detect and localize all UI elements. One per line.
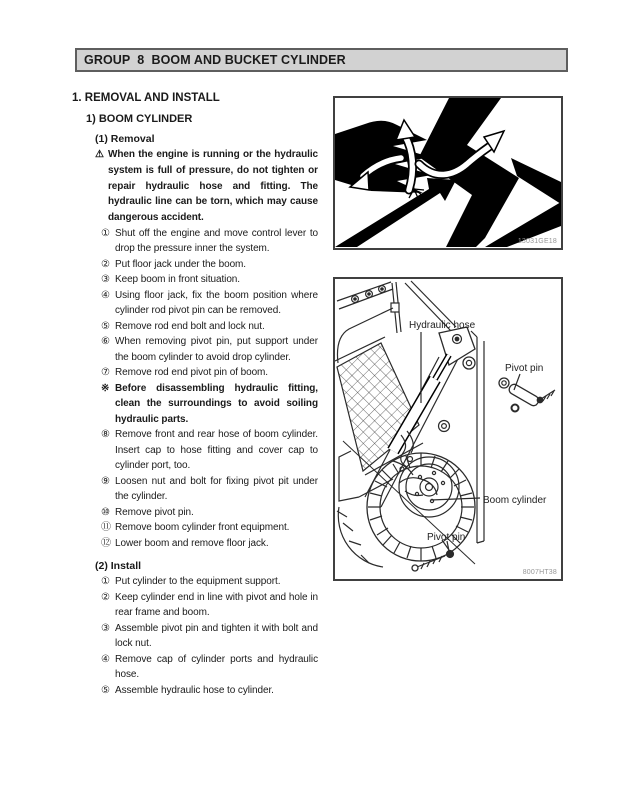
figure-code: 13031GE18	[517, 238, 557, 245]
step-item	[101, 226, 318, 257]
install-heading: (2) Install	[95, 560, 142, 573]
step-marker: ②	[101, 591, 110, 603]
step-text: Before disassembling hydraulic fitting, clean the surroundings to avoid soiling hydraulic parts.	[115, 382, 318, 425]
step-marker: ⑪	[101, 522, 111, 534]
step-text: Assemble hydraulic hose to cylinder.	[115, 684, 274, 696]
subsection-title: 1) BOOM CYLINDER	[86, 113, 193, 125]
step-text: Loosen nut and bolt for fixing pivot pit under the cylinder.	[115, 475, 318, 503]
warning-text: When the engine is running or the hydraulic system is full of pressure, do not tighten or repair hydraulic hose and fitting. The hydraulic line can be torn, which may cause dangerous accident.	[108, 149, 318, 224]
step-marker: ⑧	[101, 429, 110, 441]
step-marker: ※	[101, 382, 110, 394]
step-item	[101, 683, 318, 699]
step-text: Keep cylinder end in line with pivot and hole in rear frame and boom.	[115, 591, 318, 619]
instruction-column	[72, 92, 318, 698]
step-item	[101, 381, 318, 428]
step-item	[101, 272, 318, 288]
step-item	[101, 574, 318, 590]
step-text: Put floor jack under the boom.	[115, 258, 247, 270]
step-text: Remove front and rear hose of boom cylinder. Insert cap to hose fitting and cover cap to cylinder port, too.	[115, 429, 318, 472]
step-text: Remove cap of cylinder ports and hydraulic hose.	[115, 653, 318, 681]
group-title-bar	[75, 48, 568, 72]
step-item	[101, 536, 318, 552]
safety-warning	[72, 147, 318, 226]
step-marker: ⑦	[101, 367, 110, 379]
step-item	[101, 319, 318, 335]
install-steps	[72, 574, 318, 698]
label-hydraulic-hose: Hydraulic hose	[409, 320, 476, 331]
figure-loader-diagram	[333, 277, 563, 581]
step-marker: ③	[101, 622, 110, 634]
warning-pictogram-svg	[335, 98, 561, 248]
step-marker: ⑨	[101, 475, 110, 487]
warning-icon: ⚠	[95, 149, 104, 160]
step-marker: ⑫	[101, 537, 111, 549]
step-item	[101, 505, 318, 521]
removal-steps	[72, 226, 318, 552]
step-marker: ⑥	[101, 336, 110, 348]
step-text: Keep boom in front situation.	[115, 274, 240, 286]
loader-diagram-svg	[335, 279, 561, 579]
step-text: Using floor jack, fix the boom position where cylinder rod pivot pin can be removed.	[115, 289, 318, 317]
step-marker: ⑤	[101, 684, 110, 696]
step-item	[101, 520, 318, 536]
step-item	[101, 652, 318, 683]
step-item	[101, 257, 318, 273]
step-marker: ①	[101, 227, 110, 239]
step-text: When removing pivot pin, put support under the boom cylinder to avoid drop cylinder.	[115, 336, 318, 363]
step-text: Remove rod end pivot pin of boom.	[115, 367, 269, 379]
step-text: Put cylinder to the equipment support.	[115, 576, 281, 588]
step-text: Assemble pivot pin and tighten it with bolt and lock nut.	[115, 622, 318, 650]
step-marker: ②	[101, 258, 110, 270]
step-item	[101, 427, 318, 474]
step-text: Shut off the engine and move control lever to drop the pressure inner the system.	[115, 227, 318, 255]
step-item	[101, 474, 318, 505]
step-item	[101, 590, 318, 621]
label-pivot-pin-top: Pivot pin	[505, 363, 544, 374]
tire-treads	[368, 453, 474, 561]
step-item	[101, 621, 318, 652]
step-text: Remove pivot pin.	[115, 506, 194, 518]
step-marker: ⑤	[101, 320, 110, 332]
group-title: GROUP 8 BOOM AND BUCKET CYLINDER	[84, 53, 346, 67]
step-marker: ①	[101, 576, 110, 588]
section-title: 1. REMOVAL AND INSTALL	[72, 92, 220, 104]
step-text: Lower boom and remove floor jack.	[115, 537, 269, 549]
step-item	[101, 334, 318, 365]
step-marker: ④	[101, 289, 110, 301]
label-pivot-pin-bottom: Pivot pin	[427, 532, 466, 543]
figure-code: 8007HT38	[522, 569, 557, 576]
step-text: Remove boom cylinder front equipment.	[115, 522, 290, 534]
step-text: Remove rod end bolt and lock nut.	[115, 320, 265, 332]
figure-warning-illustration	[333, 96, 563, 250]
label-boom-cylinder: Boom cylinder	[483, 495, 547, 506]
step-marker: ⑩	[101, 506, 110, 518]
step-marker: ④	[101, 653, 110, 665]
step-marker: ③	[101, 274, 110, 286]
step-item	[101, 365, 318, 381]
removal-heading: (1) Removal	[95, 133, 155, 145]
step-item	[101, 288, 318, 319]
